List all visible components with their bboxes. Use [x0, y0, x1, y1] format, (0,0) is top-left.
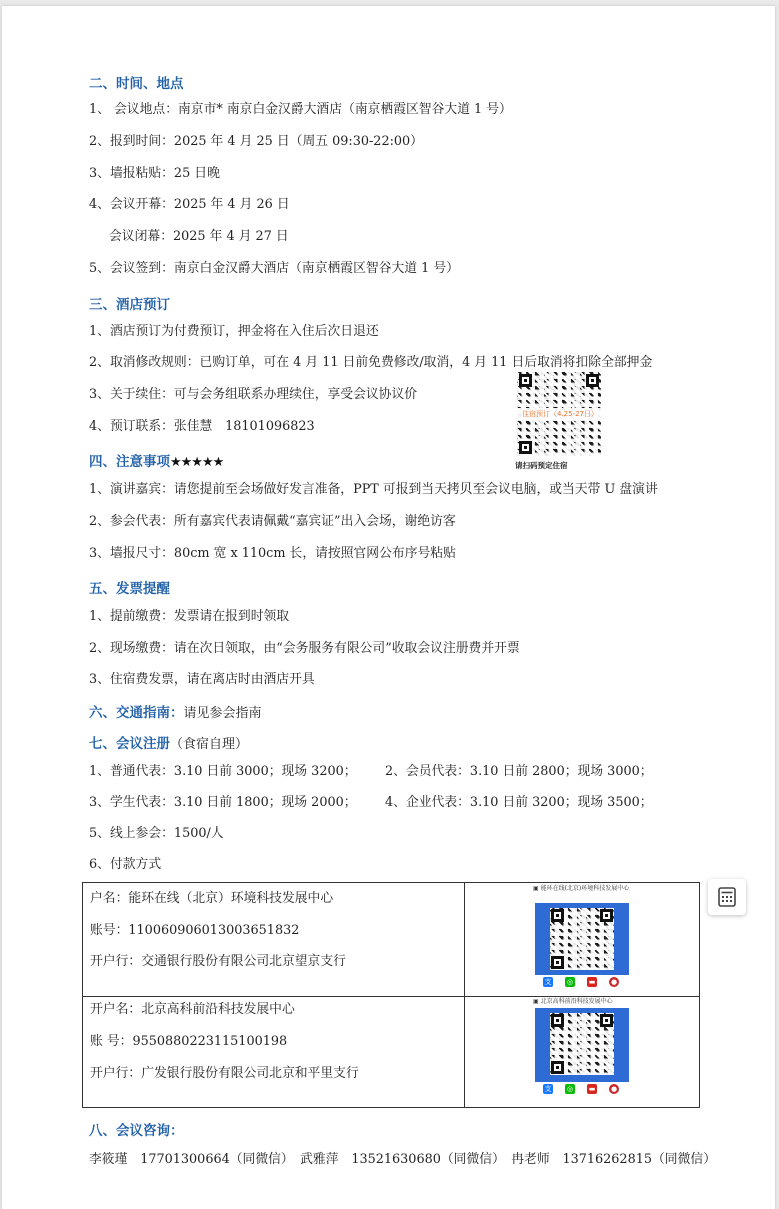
- payment-row: [83, 996, 699, 1107]
- card-title: [533, 998, 631, 1005]
- section-heading-registration: [89, 732, 248, 752]
- hotel-line-3: 3、关于续住：可与会务组联系办理续住，享受会议协议价: [89, 387, 418, 402]
- payment-qr-code: [550, 908, 614, 970]
- note-line-2: 2、参会代表：所有嘉宾代表请佩戴“嘉宾证”出入会场，谢绝访客: [89, 514, 456, 529]
- section-heading-invoice: 五、发票提醒: [89, 581, 170, 597]
- bank-icon: ▣: [533, 998, 539, 1005]
- payment-method-icons: [543, 977, 627, 991]
- qr-card-background: [535, 903, 629, 975]
- card-title: [533, 885, 631, 892]
- fee-member: 2、会员代表：3.10 日前 2800；现场 3000；: [385, 764, 653, 779]
- bank-app-icon: ●: [610, 978, 618, 986]
- wechat-pay-icon: ◎: [566, 1085, 574, 1093]
- payment-qr-card[interactable]: [533, 998, 631, 1102]
- section-heading-notes: [89, 450, 223, 470]
- venue-line: 1、 会议地点：南京市* 南京白金汉爵大酒店（南京栖霞区智谷大道 1 号）: [89, 102, 512, 117]
- section-heading-time-location: 二、时间、地点: [89, 76, 184, 92]
- section-heading-transport: [89, 701, 262, 721]
- signin-line: 5、会议签到：南京白金汉爵大酒店（南京栖霞区智谷大道 1 号）: [89, 261, 459, 276]
- alipay-icon: 支: [544, 978, 552, 986]
- contact-line: 李筱瑾 17701300664（同微信） 武雅萍 13521630680（同微信） 冉老师 13716262815（同微信）: [89, 1152, 716, 1167]
- hotel-booking-qr[interactable]: [515, 370, 605, 474]
- account-info: [83, 883, 465, 996]
- checkin-time-line: 2、报到时间：2025 年 4 月 25 日（周五 09:30-22:00）: [89, 134, 423, 149]
- payment-table: [82, 882, 700, 1108]
- account-number: 账 号：9550880223115100198: [90, 1034, 288, 1049]
- registration-note: （食宿自理）: [170, 737, 249, 752]
- wechat-pay-icon: ◎: [566, 978, 574, 986]
- invoice-line-2: 2、现场缴费：请在次日领取，由“会务服务有限公司”收取会议注册费并开票: [89, 641, 520, 656]
- stars-icon: ★★★★★: [170, 455, 224, 470]
- unionpay-icon: ▬: [588, 1085, 596, 1093]
- note-line-3: 3、墙报尺寸：80cm 宽 x 110cm 长，请按照官网公布序号粘贴: [89, 546, 456, 561]
- hotel-line-1: 1、酒店预订为付费预订，押金将在入住后次日退还: [89, 324, 379, 339]
- fee-student: 3、学生代表：3.10 日前 1800；现场 2000；: [89, 795, 357, 810]
- fee-enterprise: 4、企业代表：3.10 日前 3200；现场 3500；: [385, 795, 653, 810]
- note-line-1: 1、演讲嘉宾：请您提前至会场做好发言准备，PPT 可报到当天拷贝至会议电脑，或当天带 U 盘演讲: [89, 482, 658, 497]
- account-number: 账号：110060906013003651832: [90, 923, 300, 938]
- account-bank: 开户行：交通银行股份有限公司北京望京支行: [90, 954, 346, 969]
- calculator-icon: [717, 887, 737, 907]
- unionpay-icon: ▬: [588, 978, 596, 986]
- invoice-line-3: 3、住宿费发票，请在离店时由酒店开具: [89, 672, 315, 687]
- bank-icon: ▣: [533, 885, 539, 892]
- hotel-line-2: 2、取消修改规则：已购订单，可在 4 月 11 日前免费修改/取消，4 月 11 日后取消将扣除全部押金: [89, 355, 653, 370]
- section-heading-hotel: 三、酒店预订: [89, 297, 170, 313]
- hotel-qr-band-text: 住宿预订（4.25-27日）: [515, 408, 605, 420]
- qr-card-background: [535, 1008, 629, 1082]
- hotel-line-4: 4、预订联系：张佳慧 18101096823: [89, 419, 315, 434]
- fee-online: 5、线上参会：1500/人: [89, 826, 224, 841]
- account-bank: 开户行：广发银行股份有限公司北京和平里支行: [90, 1066, 359, 1081]
- hotel-qr-caption: 请扫码预定住宿: [515, 461, 568, 470]
- document-page: [2, 6, 775, 1209]
- payment-row: [83, 883, 699, 997]
- bank-app-icon: ●: [610, 1085, 618, 1093]
- registration-heading-label: 七、会议注册: [89, 736, 170, 752]
- account-name: 开户名：北京高科前沿科技发展中心: [90, 1002, 295, 1017]
- calculator-button[interactable]: [708, 879, 746, 915]
- payment-method-icons: [543, 1084, 627, 1098]
- section-heading-contact: 八、会议咨询：: [89, 1123, 184, 1139]
- account-info: [83, 996, 465, 1107]
- alipay-icon: 支: [544, 1085, 552, 1093]
- account-name: 户名：能环在线（北京）环境科技发展中心: [90, 891, 334, 906]
- transport-text: 请见参会指南: [183, 706, 262, 721]
- card-title-text: 能环在线(北京)环境科技发展中心: [540, 885, 630, 892]
- payment-qr-code: [550, 1013, 614, 1075]
- transport-heading-label: 六、交通指南：: [89, 705, 184, 721]
- payment-qr-card[interactable]: [533, 885, 631, 989]
- opening-line: 4、会议开幕：2025 年 4 月 26 日: [89, 197, 290, 212]
- payment-method-label: 6、付款方式: [89, 857, 162, 872]
- poster-time-line: 3、墙报粘贴：25 日晚: [89, 166, 220, 181]
- fee-regular: 1、普通代表：3.10 日前 3000；现场 3200；: [89, 764, 357, 779]
- closing-line: 会议闭幕：2025 年 4 月 27 日: [109, 229, 289, 244]
- card-title-text: 北京高科前沿科技发展中心: [540, 998, 613, 1005]
- invoice-line-1: 1、提前缴费：发票请在报到时领取: [89, 609, 290, 624]
- notes-heading-label: 四、注意事项: [89, 454, 170, 470]
